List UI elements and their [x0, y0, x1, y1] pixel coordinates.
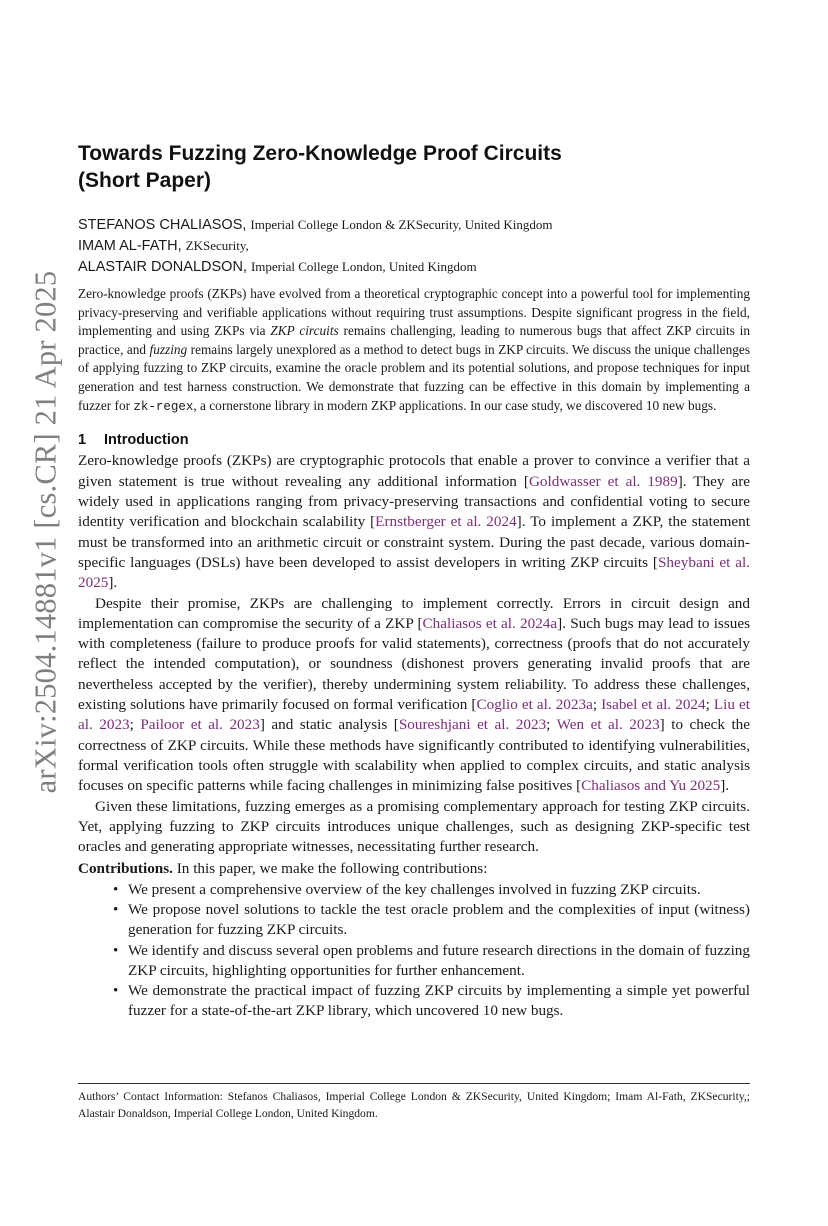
author-entry	[78, 256, 750, 277]
contributions-label: Contributions.	[78, 860, 173, 878]
citation-link[interactable]: Sheybani et al. 2025	[78, 553, 750, 592]
paper-title-line-2: (Short Paper)	[78, 169, 212, 192]
citation-link[interactable]: Wen et al. 2023	[556, 716, 660, 734]
citation-separator: ;	[129, 716, 141, 734]
body-text: ].	[108, 574, 118, 592]
body-text: Zero-knowledge proofs (ZKPs) are cryptographic protocols that enable a prover to convince a verifier that a given statement is true without revealing any additional information [	[78, 452, 750, 490]
arxiv-identifier-stamp: arXiv:2504.14881v1 [cs.CR] 21 Apr 2025	[28, 270, 63, 794]
abstract-emphasis: ZKP circuits	[270, 323, 339, 339]
citation-link[interactable]: Ernstberger et al. 2024	[375, 513, 517, 531]
citation-separator: ;	[592, 696, 602, 714]
list-item-text: We present a comprehensive overview of the key challenges involved in fuzzing ZKP circuits.	[128, 880, 701, 898]
list-item-text: We propose novel solutions to tackle the test oracle problem and the complexities of input (witness) generation for fuzzing ZKP circuits.	[128, 900, 750, 939]
paper-body	[78, 140, 750, 1022]
section-number: 1	[78, 432, 87, 449]
bullet-icon: •	[113, 880, 119, 898]
contributions-paragraph	[78, 859, 750, 879]
intro-paragraph-3: Given these limitations, fuzzing emerges as a promising complementary approach for testing ZKP circuits. Yet, applying fuzzing to ZKP circuits introduces unique challenges, such as designing ZKP-specific test oracles and generating appropriate witnesses, necessitating further research.	[78, 797, 750, 856]
list-item-text: We demonstrate the practical impact of fuzzing ZKP circuits by implementing a simple yet powerful fuzzer for a state-of-the-art ZKP library, which uncovered 10 new bugs.	[128, 982, 750, 1020]
bullet-icon: •	[113, 900, 119, 918]
list-item	[113, 880, 750, 900]
paper-title-line-1: Towards Fuzzing Zero-Knowledge Proof Circuits	[78, 142, 562, 165]
body-text: ] and static analysis [	[259, 716, 399, 734]
author-list	[78, 214, 750, 277]
body-text: ]. Such bugs may lead to issues with completeness (failure to produce proofs for valid statements), correctness (proofs that do not accurately reflect the intended computation), or soundness (dishonest provers generating invalid proofs that are nevertheless accepted by the verifier), thereby undermining system reliability. To address these challenges, existing solutions have primarily focused on formal verification [	[78, 614, 750, 714]
contributions-lead: In this paper, we make the following contributions:	[172, 860, 488, 878]
list-item	[113, 941, 750, 982]
citation-link[interactable]: Coglio et al. 2023a	[476, 696, 593, 714]
author-affiliation: Imperial College London, United Kingdom	[250, 259, 477, 274]
citation-link[interactable]: Isabel et al. 2024	[601, 696, 706, 714]
citation-separator: ;	[546, 716, 557, 734]
abstract	[78, 285, 750, 416]
section-title: Introduction	[104, 432, 189, 449]
bullet-icon: •	[113, 982, 119, 1000]
author-affiliation: ZKSecurity,	[185, 238, 249, 253]
abstract-text: remains challenging, leading to numerous bugs that affect ZKP circuits in practice, and	[78, 323, 750, 357]
body-text: ]. They are widely used in applications ranging from privacy-preserving transactions and confidential voting to secure identity verification and blockchain scalability [	[78, 472, 751, 531]
author-affiliation: Imperial College London & ZKSecurity, United Kingdom	[250, 217, 553, 232]
author-name: IMAM AL-FATH,	[78, 238, 182, 254]
section-heading	[78, 429, 750, 451]
list-item-text: We identify and discuss several open problems and future research directions in the domain of fuzzing ZKP circuits, highlighting opportunities for further enhancement.	[128, 941, 750, 979]
list-item	[113, 981, 750, 1022]
bullet-icon: •	[113, 941, 119, 959]
abstract-emphasis: fuzzing	[149, 341, 188, 357]
citation-link[interactable]: Goldwasser et al. 1989	[528, 472, 678, 490]
contributions-list	[78, 880, 750, 1022]
body-text: ]. To implement a ZKP, the statement must be transformed into an arithmetic circuit or constraint system. During the past decade, various domain-specific languages (DSLs) have been developed to assist developers in writing ZKP circuits [	[78, 513, 750, 571]
citation-link[interactable]: Liu et al. 2023	[78, 696, 751, 734]
abstract-text: remains largely unexplored as a method to detect bugs in ZKP circuits. We discuss the unique challenges of applying fuzzing to ZKP circuits, examine the oracle problem and its potential solutions, and propose techniques for input generation and test harness construction. We demonstrate that fuzzing can be effective in this domain by implementing a fuzzer for	[78, 341, 750, 413]
author-name: STEFANOS CHALIASOS,	[78, 217, 247, 233]
intro-paragraph-1	[78, 451, 750, 593]
author-name: ALASTAIR DONALDSON,	[78, 259, 247, 275]
citation-link[interactable]: Chaliasos and Yu 2025	[581, 777, 721, 795]
paper-title	[78, 140, 750, 194]
author-entry	[78, 214, 750, 235]
body-text: Despite their promise, ZKPs are challenging to implement correctly. Errors in circuit design and implementation can compromise the security of a ZKP [	[78, 594, 750, 632]
body-text: ].	[720, 777, 730, 795]
abstract-code: zk-regex	[133, 399, 194, 414]
intro-paragraph-2	[78, 594, 750, 797]
abstract-text: Zero-knowledge proofs (ZKPs) have evolved from a theoretical cryptographic concept into a powerful tool for implementing privacy-preserving and verifiable applications without requiring trust assumptions. Despite significant progress in the field, implementing and using ZKPs via	[78, 286, 750, 339]
citation-link[interactable]: Pailoor et al. 2023	[140, 716, 260, 734]
list-item	[113, 900, 750, 941]
citation-separator: ;	[705, 696, 714, 714]
footnote-contact-information: Authors’ Contact Information: Stefanos Chaliasos, Imperial College London & ZKSecurity, United Kingdom; Imam Al-Fath, ZKSecurity,; Alastair Donaldson, Imperial College London, United Kingdom.	[78, 1083, 750, 1122]
abstract-text: , a cornerstone library in modern ZKP applications. In our case study, we discovered 10 new bugs.	[193, 397, 717, 413]
citation-link[interactable]: Chaliasos et al. 2024a	[422, 614, 558, 632]
author-entry	[78, 235, 750, 256]
body-text: ] to check the correctness of ZKP circuits. While these methods have significantly contributed to identifying vulnerabilities, formal verification tools often struggle with scalability when applied to complex circuits, and static analysis focuses on specific patterns while facing challenges in minimizing false positives [	[78, 716, 751, 795]
citation-link[interactable]: Soureshjani et al. 2023	[398, 716, 547, 734]
